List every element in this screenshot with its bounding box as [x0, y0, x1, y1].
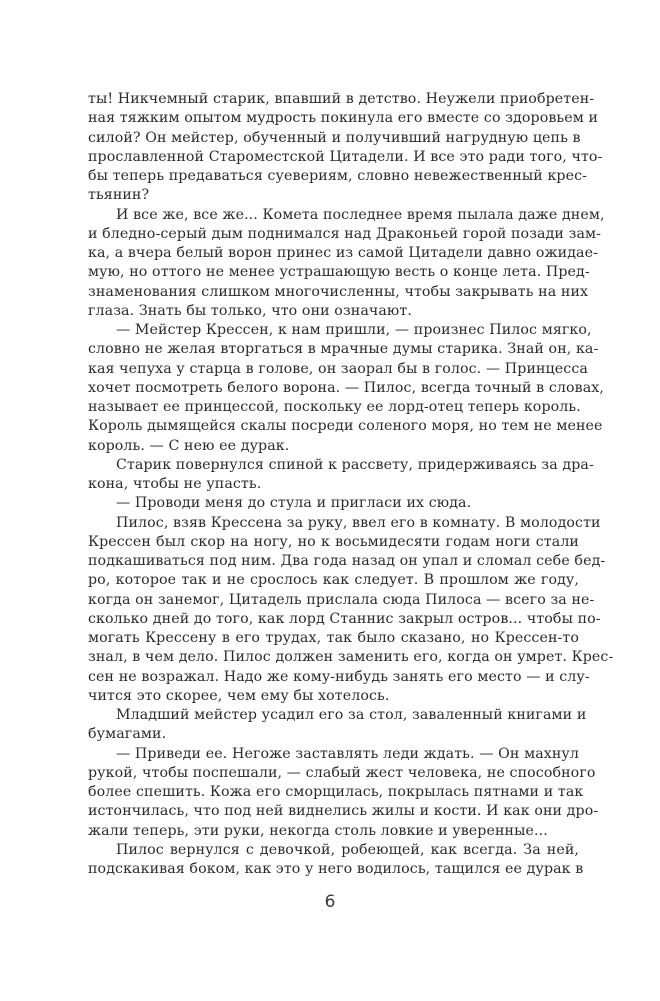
text-line: подскакивая боком, как это у него водилось, тащился ее дурак в: [88, 861, 584, 877]
text-line: могать Крессену в его трудах, так было сказано, но Крессен-то: [88, 630, 579, 646]
text-line: ка, а вчера белый ворон принес из самой Цитадели давно ожидае-: [88, 245, 598, 261]
text-line: — Мейстер Крессен, к нам пришли, — произнес Пилос мягко,: [116, 322, 592, 338]
text-line: прославленной Староместской Цитадели. И все это ради того, что-: [88, 148, 603, 165]
paragraph: [88, 514, 614, 707]
paragraph: [88, 841, 584, 880]
text-line: силой? Он мейстер, обученный и получивший нагрудную цепь в: [88, 129, 581, 146]
text-line: И все же, все же... Комета последнее время пылала даже днем,: [116, 206, 605, 223]
text-line: словно не желая вторгаться в мрачные думы старика. Знай он, ка-: [88, 341, 599, 358]
text-line: Пилос вернулся с девочкой, робеющей, как всегда. За ней,: [116, 841, 579, 858]
text-line: ро, которое так и не срослось как следует. В прошлом же году,: [88, 572, 579, 589]
paragraph: [88, 206, 605, 322]
text-line: более спешить. Кожа его сморщилась, покрылась пятнами и так: [88, 784, 584, 800]
text-line: Пилос, взяв Крессена за руку, ввел его в комнату. В молодости: [116, 514, 601, 531]
text-line: рукой, чтобы поспешали, — слабый жест человека, не способного: [88, 764, 596, 781]
text-line: когда он занемог, Цитадель прислала сюда Пилоса — всего за не-: [88, 591, 595, 608]
text-line: — Проводи меня до стула и пригласи их сюда.: [116, 495, 472, 512]
text-line: ты! Никчемный старик, впавший в детство. Неужели приобретен-: [88, 91, 595, 107]
text-line: — Приведи ее. Негоже заставлять леди ждать. — Он махнул: [116, 745, 579, 762]
text-line: знал, в чем дело. Пилос должен заменить его, когда он умрет. Крес-: [88, 649, 614, 666]
text-line: называет ее принцессой, поскольку ее лорд-отец теперь король.: [88, 399, 581, 415]
text-line: кона, чтобы не упасть.: [88, 476, 262, 492]
text-line: мую, но оттого не менее устрашающую весть о конце лета. Пред-: [88, 264, 590, 281]
text-line: знаменования слишком многочисленны, чтобы закрывать на них: [88, 283, 589, 300]
paragraph: [88, 494, 579, 513]
text-line: глаза. Знать бы только, что они означают.: [88, 302, 412, 319]
page-number: 6: [324, 892, 336, 912]
text-line: Старик повернулся спиной к рассвету, придерживаясь за дра-: [116, 456, 594, 473]
text-line: бумагами.: [88, 726, 167, 743]
paragraph: [88, 706, 587, 745]
text-line: ная тяжким опытом мудрость покинула его вместе со здоровьем и: [88, 110, 599, 127]
text-line: хочет посмотреть белого ворона. — Пилос, всегда точный в словах,: [88, 379, 605, 396]
text-line: бы теперь предаваться суевериям, словно невежественный крес-: [88, 168, 588, 184]
text-line: кая чепуха у старца в голове, он заорал бы в голос. — Принцесса: [88, 360, 588, 377]
paragraph: [88, 456, 594, 495]
text-line: подкашиваться под ним. Два года назад он упал и сломал себе бед-: [88, 553, 606, 569]
text-line: Крессен был скор на ногу, но к восьмидесяти годам ноги стали: [88, 533, 579, 550]
paragraph: [88, 321, 605, 456]
text-line: чится это скорее, чем ему бы хотелось.: [88, 687, 390, 704]
text-line: сколько дней до того, как лорд Станнис закрыл остров... чтобы по-: [88, 610, 601, 627]
paragraph: [88, 745, 599, 841]
text-line: сен не возражал. Надо же кому-нибудь занять его место — и слу-: [88, 668, 590, 685]
paragraph: [88, 90, 603, 206]
text-line: Король дымящейся скалы посреди соленого моря, но тем не менее: [88, 418, 603, 435]
text-line: истончилась, что под ней виднелись жилы и кости. И как они дро-: [88, 803, 599, 820]
text-line: жали теперь, эти руки, некогда столь ловкие и уверенные...: [88, 822, 548, 839]
text-line: и бледно-серый дым поднимался над Драконьей горой позади зам-: [88, 225, 602, 242]
text-line: король. — С нею ее дурак.: [88, 437, 290, 454]
text-line: Младший мейстер усадил его за стол, заваленный книгами и: [116, 707, 587, 723]
page-body: [88, 90, 614, 879]
text-line: тьянин?: [88, 187, 150, 204]
